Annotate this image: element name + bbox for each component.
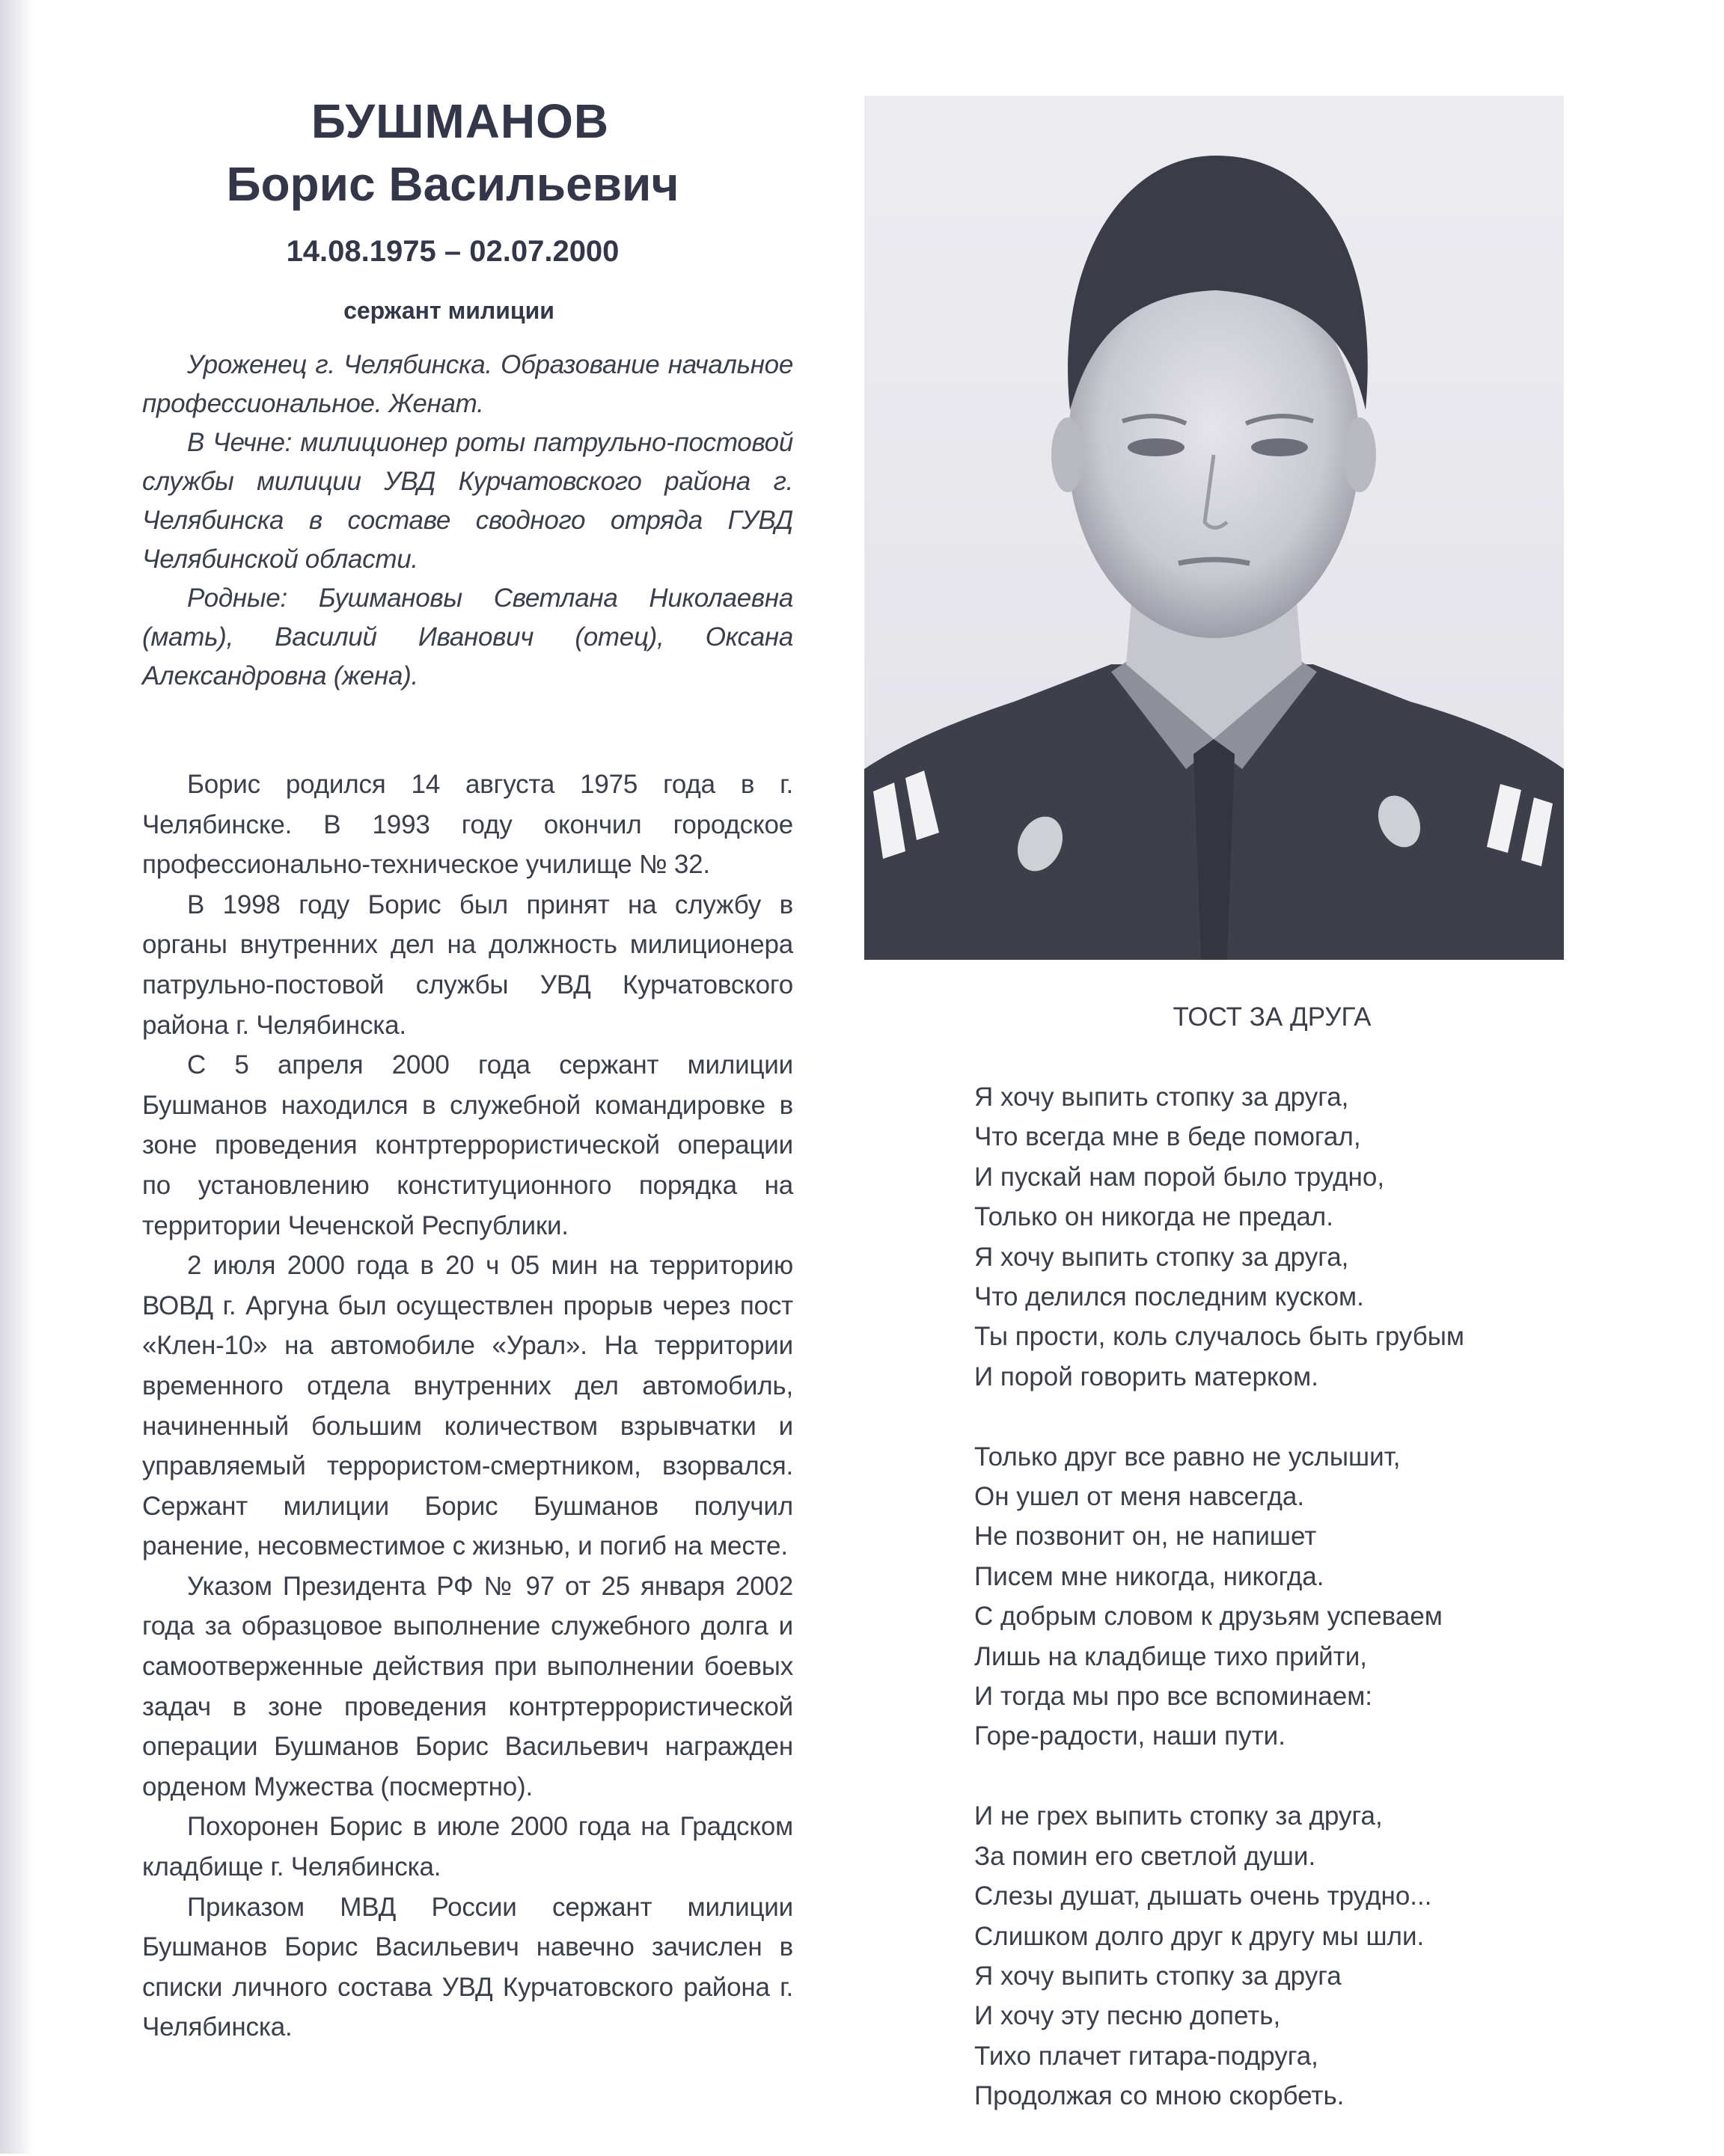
poem-line: Он ушел от меня навсегда.: [974, 1482, 1305, 1512]
poem-line: Лишь на кладбище тихо прийти,: [974, 1641, 1367, 1671]
bio-paragraph: Указом Президента РФ № 97 от 25 января 2002 года за образцовое выполнение служебного долга и самоотверженные действия при выполнении боевых задач в зоне проведения контртеррористической операции Бушманов Борис Васильевич награжден орденом Мужества (посмертно).: [142, 1571, 793, 1801]
page-spine-shadow: [0, 0, 33, 2154]
poem-line: Что всегда мне в беде помогал,: [974, 1122, 1361, 1152]
bio-paragraph: Похоронен Борис в июле 2000 года на Градском кладбище г. Челябинска.: [142, 1812, 793, 1882]
biography-block: [142, 765, 793, 2048]
rank-label: сержант милиции: [343, 297, 554, 324]
poem-line: И не грех выпить стопку за друга,: [974, 1801, 1383, 1831]
poem-line: За помин его светлой души.: [974, 1841, 1316, 1871]
poem-line: Горе-радости, наши пути.: [974, 1721, 1286, 1751]
portrait-image-icon: [864, 96, 1564, 960]
poem-line: С добрым словом к друзьям успеваем: [974, 1602, 1443, 1632]
poem-line: Что делился последним куском.: [974, 1282, 1364, 1312]
poem-title: ТОСТ ЗА ДРУГА: [1173, 1002, 1372, 1032]
bio-paragraph: 2 июля 2000 года в 20 ч 05 мин на территорию ВОВД г. Аргуна был осуществлен прорыв через пост «Клен-10» на автомобиле «Урал». На территории временного отдела внутренних дел автомобиль, начиненный большим количеством взрывчатки и управляемый террористом-смертником, взорвался. Сержант милиции Борис Бушманов получил ранение, несовместимое с жизнью, и погиб на месте.: [142, 1251, 793, 1561]
poem-line: Только друг все равно не услышит,: [974, 1442, 1401, 1471]
life-dates: 14.08.1975 – 02.07.2000: [286, 235, 620, 268]
info-paragraph: Родные: Бушмановы Светлана Николаевна (мать), Василий Иванович (отец), Оксана Александровна (жена).: [142, 584, 793, 690]
bio-paragraph: В 1998 году Борис был принят на службу в органы внутренних дел на должность милиционера патрульно-постовой службы УВД Курчатовского района г. Челябинска.: [142, 889, 793, 1040]
info-paragraph: Уроженец г. Челябинска. Образование начальное профессиональное. Женат.: [142, 350, 793, 418]
poem-line: Продолжая со мною скорбеть.: [974, 2081, 1345, 2111]
poem-line: Я хочу выпить стопку за друга: [974, 1961, 1342, 1991]
poem-stanza: [974, 1437, 1573, 1757]
poem-line: Слезы душат, дышать очень трудно...: [974, 1881, 1432, 1911]
bio-paragraph: Приказом МВД России сержант милиции Бушманов Борис Васильевич навечно зачислен в списки личного состава УВД Курчатовского района г. Челябинска.: [142, 1892, 793, 2042]
poem-stanza: [974, 1796, 1573, 2116]
poem-line: И тогда мы про все вспоминаем:: [974, 1682, 1373, 1712]
info-paragraph: В Чечне: милиционер роты патрульно-постовой службы милиции УВД Курчатовского района г. Челябинска в составе сводного отряда ГУВД Челябинской области.: [142, 428, 793, 574]
poem-line: Ты прости, коль случалось быть грубым: [974, 1322, 1464, 1352]
poem-body: [974, 1077, 1573, 2156]
personal-info-block: [142, 346, 793, 696]
left-column: [142, 90, 793, 2048]
poem-line: Только он никогда не предал.: [974, 1202, 1333, 1232]
given-names-heading: Борис Васильевич: [226, 157, 679, 211]
poem-line: Я хочу выпить стопку за друга,: [974, 1242, 1349, 1272]
portrait-photo: [864, 96, 1564, 960]
surname-heading: БУШМАНОВ: [311, 94, 610, 148]
poem-line: И хочу эту песню допеть,: [974, 2001, 1281, 2031]
poem-line: И пускай нам порой было трудно,: [974, 1162, 1385, 1192]
poem-line: Тихо плачет гитара-подруга,: [974, 2041, 1318, 2071]
bio-paragraph: С 5 апреля 2000 года сержант милиции Бушманов находился в служебной командировке в зоне проведения контртеррористической операции по установлению конституционного порядка на территории Чеченской Республики.: [142, 1050, 793, 1240]
poem-stanza: [974, 1077, 1573, 1397]
poem-line: Я хочу выпить стопку за друга,: [974, 1082, 1349, 1112]
poem-line: Писем мне никогда, никогда.: [974, 1561, 1324, 1591]
poem-line: Не позвонит он, не напишет: [974, 1522, 1317, 1552]
poem-line: И порой говорить матерком.: [974, 1362, 1318, 1391]
poem-line: Слишком долго друг к другу мы шли.: [974, 1921, 1425, 1951]
bio-paragraph: Борис родился 14 августа 1975 года в г. Челябинске. В 1993 году окончил городское профессионально-техническое училище № 32.: [142, 770, 793, 880]
